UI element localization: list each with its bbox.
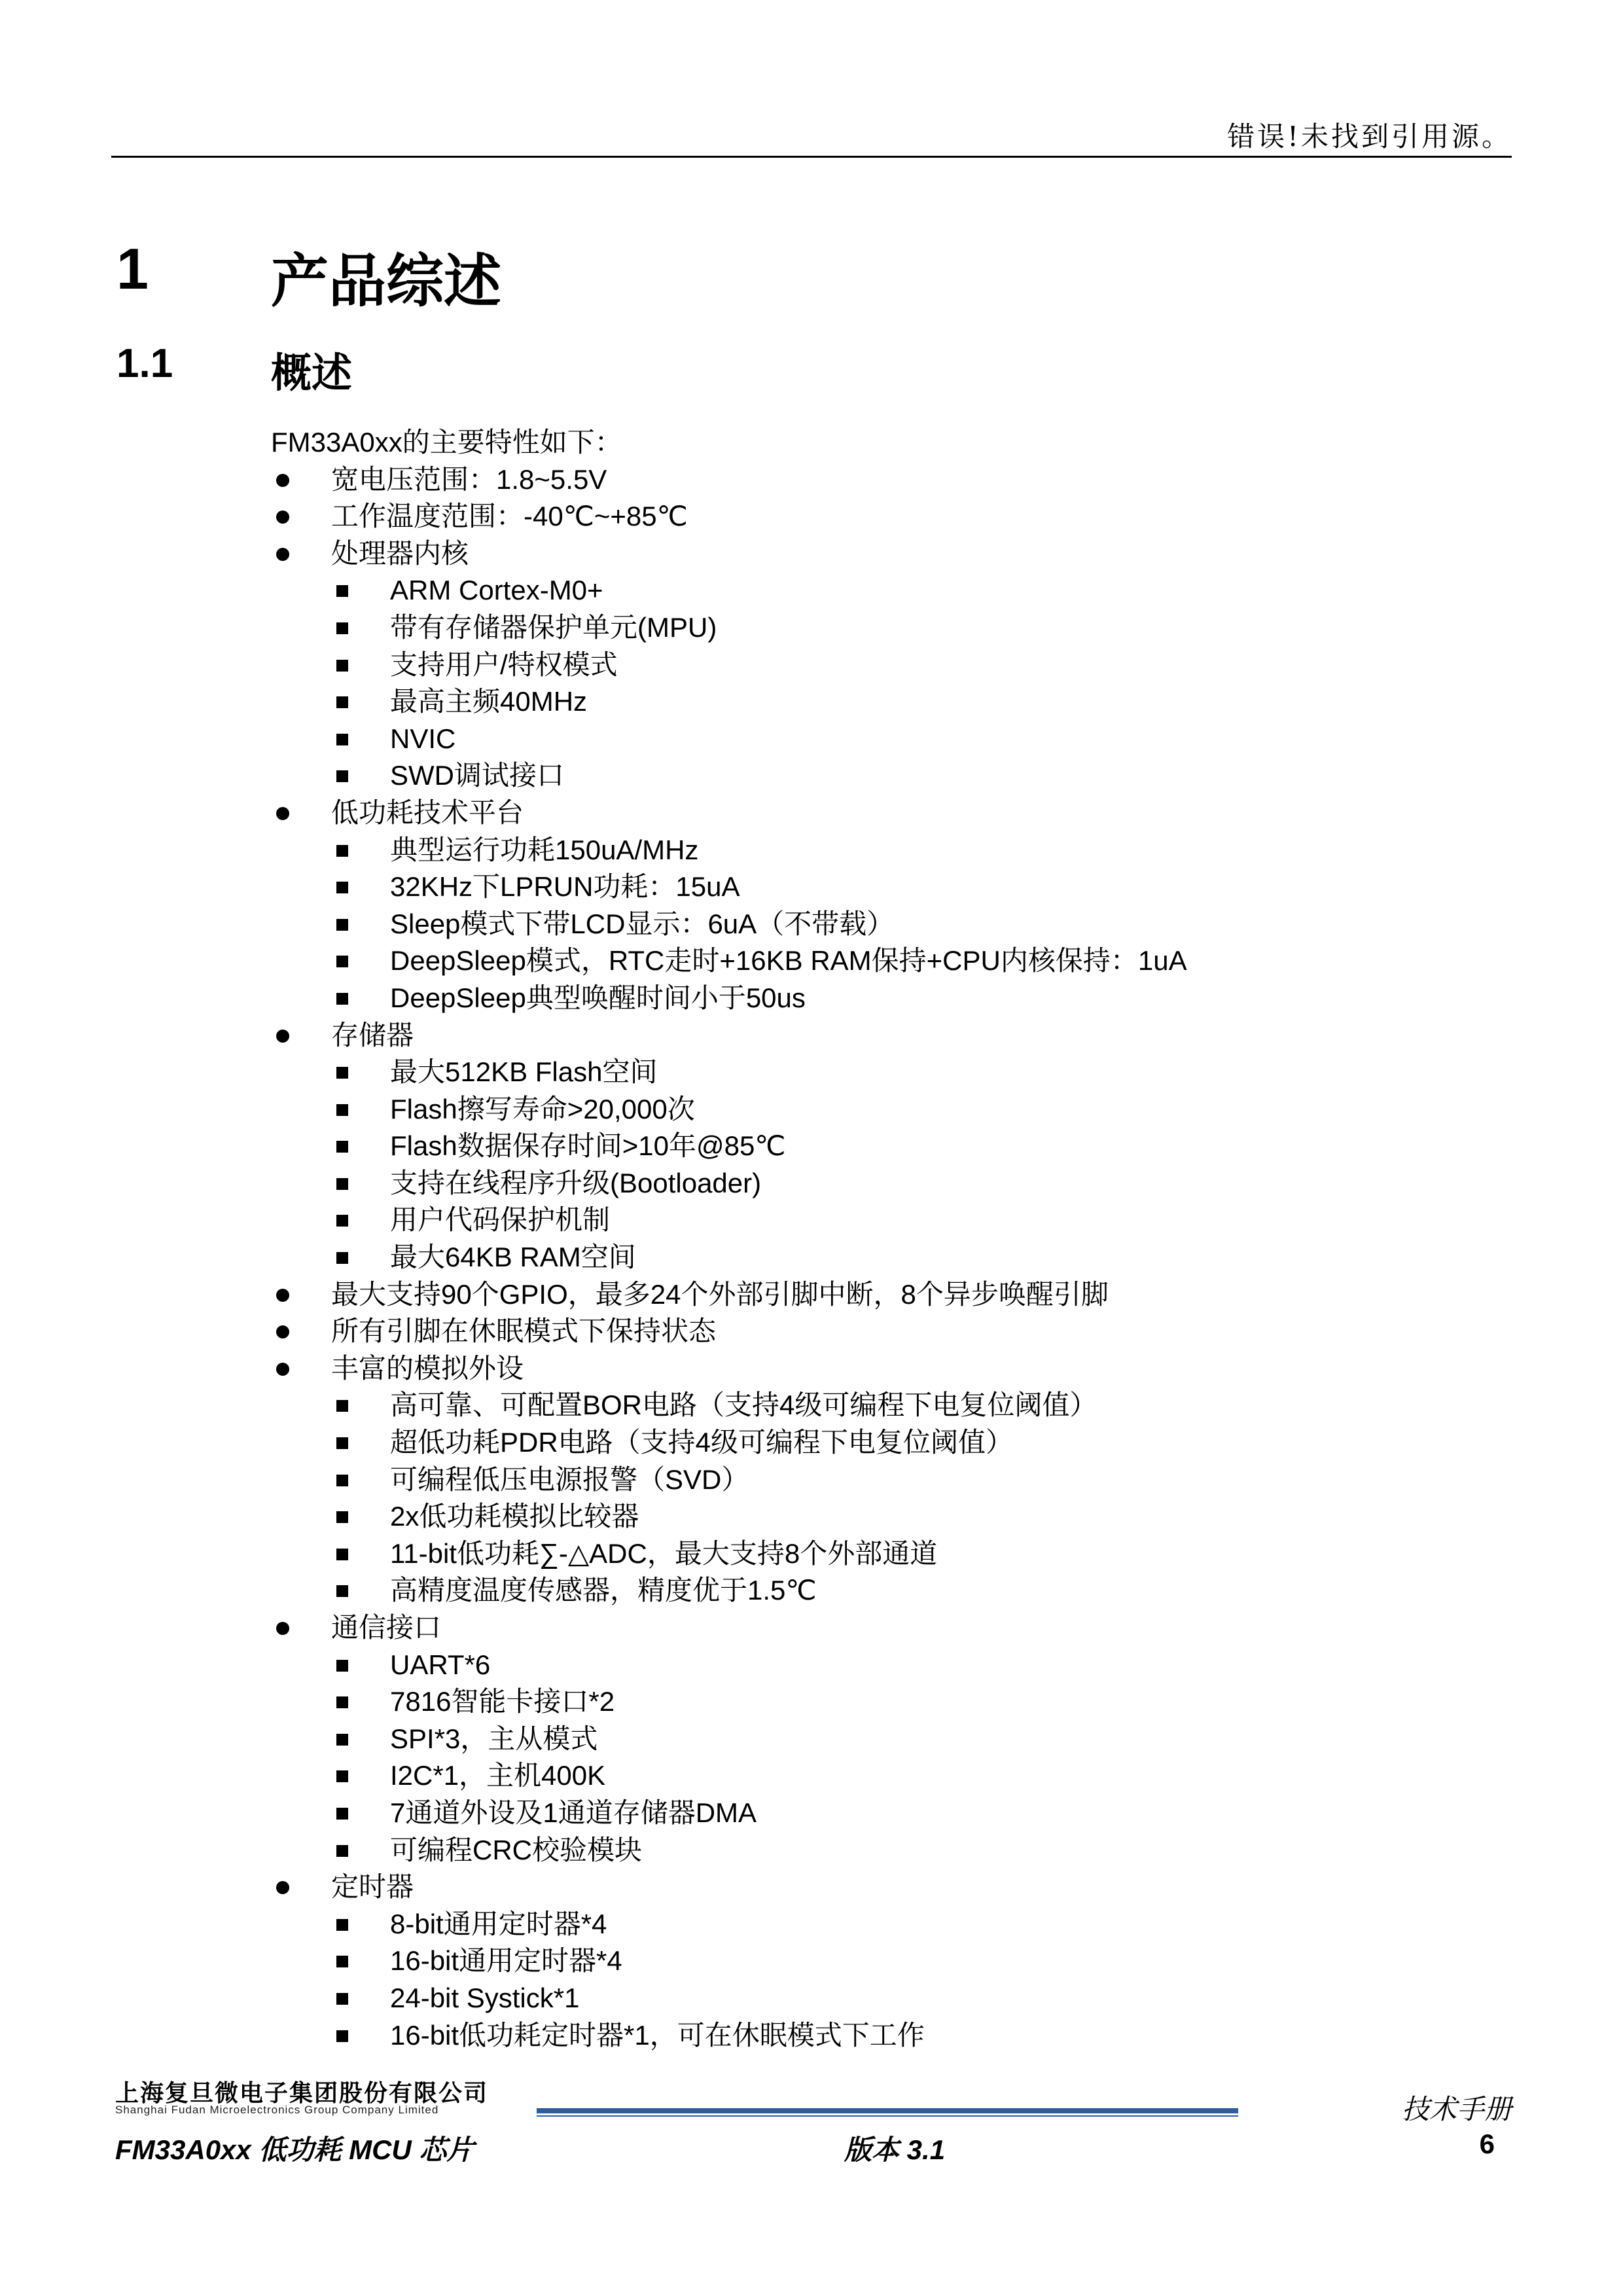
square-bullet-icon: [336, 882, 348, 893]
square-bullet-icon: [336, 2030, 348, 2042]
section-title: 概述: [271, 351, 353, 396]
square-bullet-icon: [336, 585, 348, 597]
page-header-ref: 错误!未找到引用源。: [1227, 120, 1512, 152]
item-text: 可编程CRC校验模块: [390, 1834, 642, 1865]
sub-bullet-item: [271, 1165, 1187, 1202]
item-text: 工作温度范围：-40℃~+85℃: [331, 501, 688, 532]
item-text: 32KHz下LPRUN功耗：15uA: [390, 871, 740, 903]
bullet-item: [271, 461, 1187, 499]
sub-bullet-item: [271, 1943, 1187, 1980]
sub-bullet-item: [271, 1980, 1187, 2017]
section-number: 1.1: [116, 341, 173, 386]
round-bullet-icon: [276, 1363, 289, 1376]
square-bullet-icon: [336, 622, 348, 634]
item-text: SPI*3，主从模式: [390, 1723, 598, 1754]
item-text: 低功耗技术平台: [331, 797, 524, 828]
item-text: Sleep模式下带LCD显示：6uA（不带载）: [390, 908, 895, 939]
sub-bullet-item: [271, 1128, 1187, 1165]
square-bullet-icon: [336, 696, 348, 708]
square-bullet-icon: [336, 845, 348, 857]
bullet-item: [271, 1869, 1187, 1906]
sub-bullet-item: [271, 647, 1187, 684]
sub-bullet-item: [271, 1498, 1187, 1535]
item-text: 最高主频40MHz: [390, 686, 588, 717]
sub-bullet-item: [271, 1239, 1187, 1276]
chapter-title: 产品综述: [271, 249, 502, 314]
square-bullet-icon: [336, 1585, 348, 1597]
sub-bullet-item: [271, 1795, 1187, 1832]
bullet-item: [271, 498, 1187, 535]
square-bullet-icon: [336, 1252, 348, 1264]
item-text: 处理器内核: [331, 537, 469, 569]
footer-company-en: Shanghai Fudan Microelectronics Group Company Limited: [115, 2104, 439, 2116]
sub-bullet-item: [271, 1906, 1187, 1943]
item-text: NVIC: [390, 723, 456, 754]
square-bullet-icon: [336, 993, 348, 1005]
item-text: 最大512KB Flash空间: [390, 1056, 658, 1088]
sub-bullet-item: [271, 721, 1187, 758]
sub-bullet-item: [271, 906, 1187, 943]
round-bullet-icon: [276, 548, 289, 561]
item-text: DeepSleep典型唤醒时间小于50us: [390, 982, 806, 1013]
square-bullet-icon: [336, 919, 348, 931]
sub-bullet-item: [271, 1462, 1187, 1499]
sub-bullet-item: [271, 942, 1187, 980]
sub-bullet-item: [271, 980, 1187, 1017]
sub-bullet-item: [271, 1572, 1187, 1609]
item-text: 宽电压范围：1.8~5.5V: [331, 463, 607, 495]
square-bullet-icon: [336, 1956, 348, 1967]
round-bullet-icon: [276, 1289, 289, 1302]
bullet-item: [271, 1276, 1187, 1314]
item-text: 24-bit Systick*1: [390, 1982, 580, 2013]
sub-bullet-item: [271, 1054, 1187, 1091]
sub-bullet-item: [271, 1721, 1187, 1758]
square-bullet-icon: [336, 1511, 348, 1523]
square-bullet-icon: [336, 1215, 348, 1227]
item-text: Flash数据保存时间>10年@85℃: [390, 1130, 786, 1162]
item-text: 支持在线程序升级(Bootloader): [390, 1167, 762, 1198]
bullet-item: [271, 1350, 1187, 1388]
item-text: 可编程低压电源报警（SVD）: [390, 1463, 749, 1495]
item-text: Flash擦写寿命>20,000次: [390, 1093, 695, 1124]
chapter-number: 1: [116, 236, 149, 301]
item-text: 存储器: [331, 1019, 414, 1050]
intro-line: FM33A0xx的主要特性如下：: [271, 427, 622, 457]
sub-bullet-item: [271, 1535, 1187, 1573]
item-text: 典型运行功耗150uA/MHz: [390, 834, 699, 865]
square-bullet-icon: [336, 770, 348, 782]
sub-bullet-item: [271, 1757, 1187, 1795]
bullet-item: [271, 795, 1187, 832]
square-bullet-icon: [336, 1178, 348, 1190]
sub-bullet-item: [271, 609, 1187, 647]
round-bullet-icon: [276, 1881, 289, 1894]
square-bullet-icon: [336, 1919, 348, 1931]
item-text: 通信接口: [331, 1612, 442, 1643]
footer-chip-name: FM33A0xx 低功耗 MCU 芯片: [115, 2134, 474, 2165]
item-text: 支持用户/特权模式: [390, 649, 618, 680]
item-text: 2x低功耗模拟比较器: [390, 1501, 639, 1532]
footer-rule: [537, 2108, 1238, 2113]
square-bullet-icon: [336, 734, 348, 745]
sub-bullet-item: [271, 1202, 1187, 1239]
square-bullet-icon: [336, 1067, 348, 1079]
sub-bullet-item: [271, 2017, 1187, 2054]
bullet-item: [271, 1017, 1187, 1054]
item-text: ARM Cortex-M0+: [390, 575, 603, 606]
item-text: 7通道外设及1通道存储器DMA: [390, 1797, 757, 1828]
sub-bullet-item: [271, 1647, 1187, 1684]
square-bullet-icon: [336, 1400, 348, 1412]
square-bullet-icon: [336, 1770, 348, 1782]
item-text: SWD调试接口: [390, 760, 564, 791]
item-text: 最大64KB RAM空间: [390, 1242, 636, 1273]
item-text: 最大支持90个GPIO，最多24个外部引脚中断，8个异步唤醒引脚: [331, 1278, 1109, 1310]
square-bullet-icon: [336, 1696, 348, 1708]
round-bullet-icon: [276, 511, 289, 524]
item-text: DeepSleep模式，RTC走时+16KB RAM保持+CPU内核保持：1uA: [390, 945, 1187, 977]
square-bullet-icon: [336, 1734, 348, 1746]
round-bullet-icon: [276, 1325, 289, 1338]
header-rule: [111, 156, 1512, 158]
square-bullet-icon: [336, 1845, 348, 1857]
item-text: 16-bit通用定时器*4: [390, 1945, 622, 1977]
footer-page-number: 6: [1479, 2128, 1495, 2159]
square-bullet-icon: [336, 660, 348, 672]
sub-bullet-item: [271, 1424, 1187, 1462]
bullet-item: [271, 1313, 1187, 1350]
item-text: 高精度温度传感器，精度优于1.5℃: [390, 1575, 817, 1606]
sub-bullet-item: [271, 572, 1187, 609]
sub-bullet-item: [271, 832, 1187, 869]
sub-bullet-item: [271, 869, 1187, 906]
round-bullet-icon: [276, 1622, 289, 1635]
footer-rule-thin: [537, 2115, 1238, 2117]
item-text: 7816智能卡接口*2: [390, 1686, 615, 1717]
footer-company-cn: 上海复旦微电子集团股份有限公司: [115, 2079, 489, 2106]
round-bullet-icon: [276, 807, 289, 820]
item-text: 带有存储器保护单元(MPU): [390, 611, 717, 643]
sub-bullet-item: [271, 757, 1187, 795]
sub-bullet-item: [271, 683, 1187, 721]
footer-manual-label: 技术手册: [1401, 2093, 1512, 2125]
item-text: 16-bit低功耗定时器*1，可在休眠模式下工作: [390, 2019, 925, 2051]
item-text: 11-bit低功耗∑-△ADC，最大支持8个外部通道: [390, 1537, 938, 1569]
item-text: UART*6: [390, 1649, 491, 1680]
item-text: 用户代码保护机制: [390, 1204, 611, 1236]
item-text: 丰富的模拟外设: [331, 1352, 524, 1384]
round-bullet-icon: [276, 1030, 289, 1043]
square-bullet-icon: [336, 1993, 348, 2005]
square-bullet-icon: [336, 1808, 348, 1820]
item-text: 高可靠、可配置BOR电路（支持4级可编程下电复位阈值）: [390, 1390, 1097, 1421]
sub-bullet-item: [271, 1832, 1187, 1869]
bullet-item: [271, 1609, 1187, 1647]
square-bullet-icon: [336, 1104, 348, 1116]
square-bullet-icon: [336, 1475, 348, 1486]
square-bullet-icon: [336, 956, 348, 967]
footer-version: 版本 3.1: [844, 2134, 946, 2165]
item-text: 超低功耗PDR电路（支持4级可编程下电复位阈值）: [390, 1427, 1014, 1458]
item-text: 8-bit通用定时器*4: [390, 1908, 607, 1939]
square-bullet-icon: [336, 1660, 348, 1672]
square-bullet-icon: [336, 1437, 348, 1449]
feature-list: [271, 424, 1187, 2054]
item-text: I2C*1，主机400K: [390, 1760, 606, 1791]
sub-bullet-item: [271, 1683, 1187, 1721]
item-text: 所有引脚在休眠模式下保持状态: [331, 1316, 717, 1347]
square-bullet-icon: [336, 1141, 348, 1153]
sub-bullet-item: [271, 1387, 1187, 1424]
round-bullet-icon: [276, 474, 289, 487]
square-bullet-icon: [336, 1549, 348, 1560]
item-text: 定时器: [331, 1871, 414, 1903]
sub-bullet-item: [271, 1091, 1187, 1128]
bullet-item: [271, 535, 1187, 573]
